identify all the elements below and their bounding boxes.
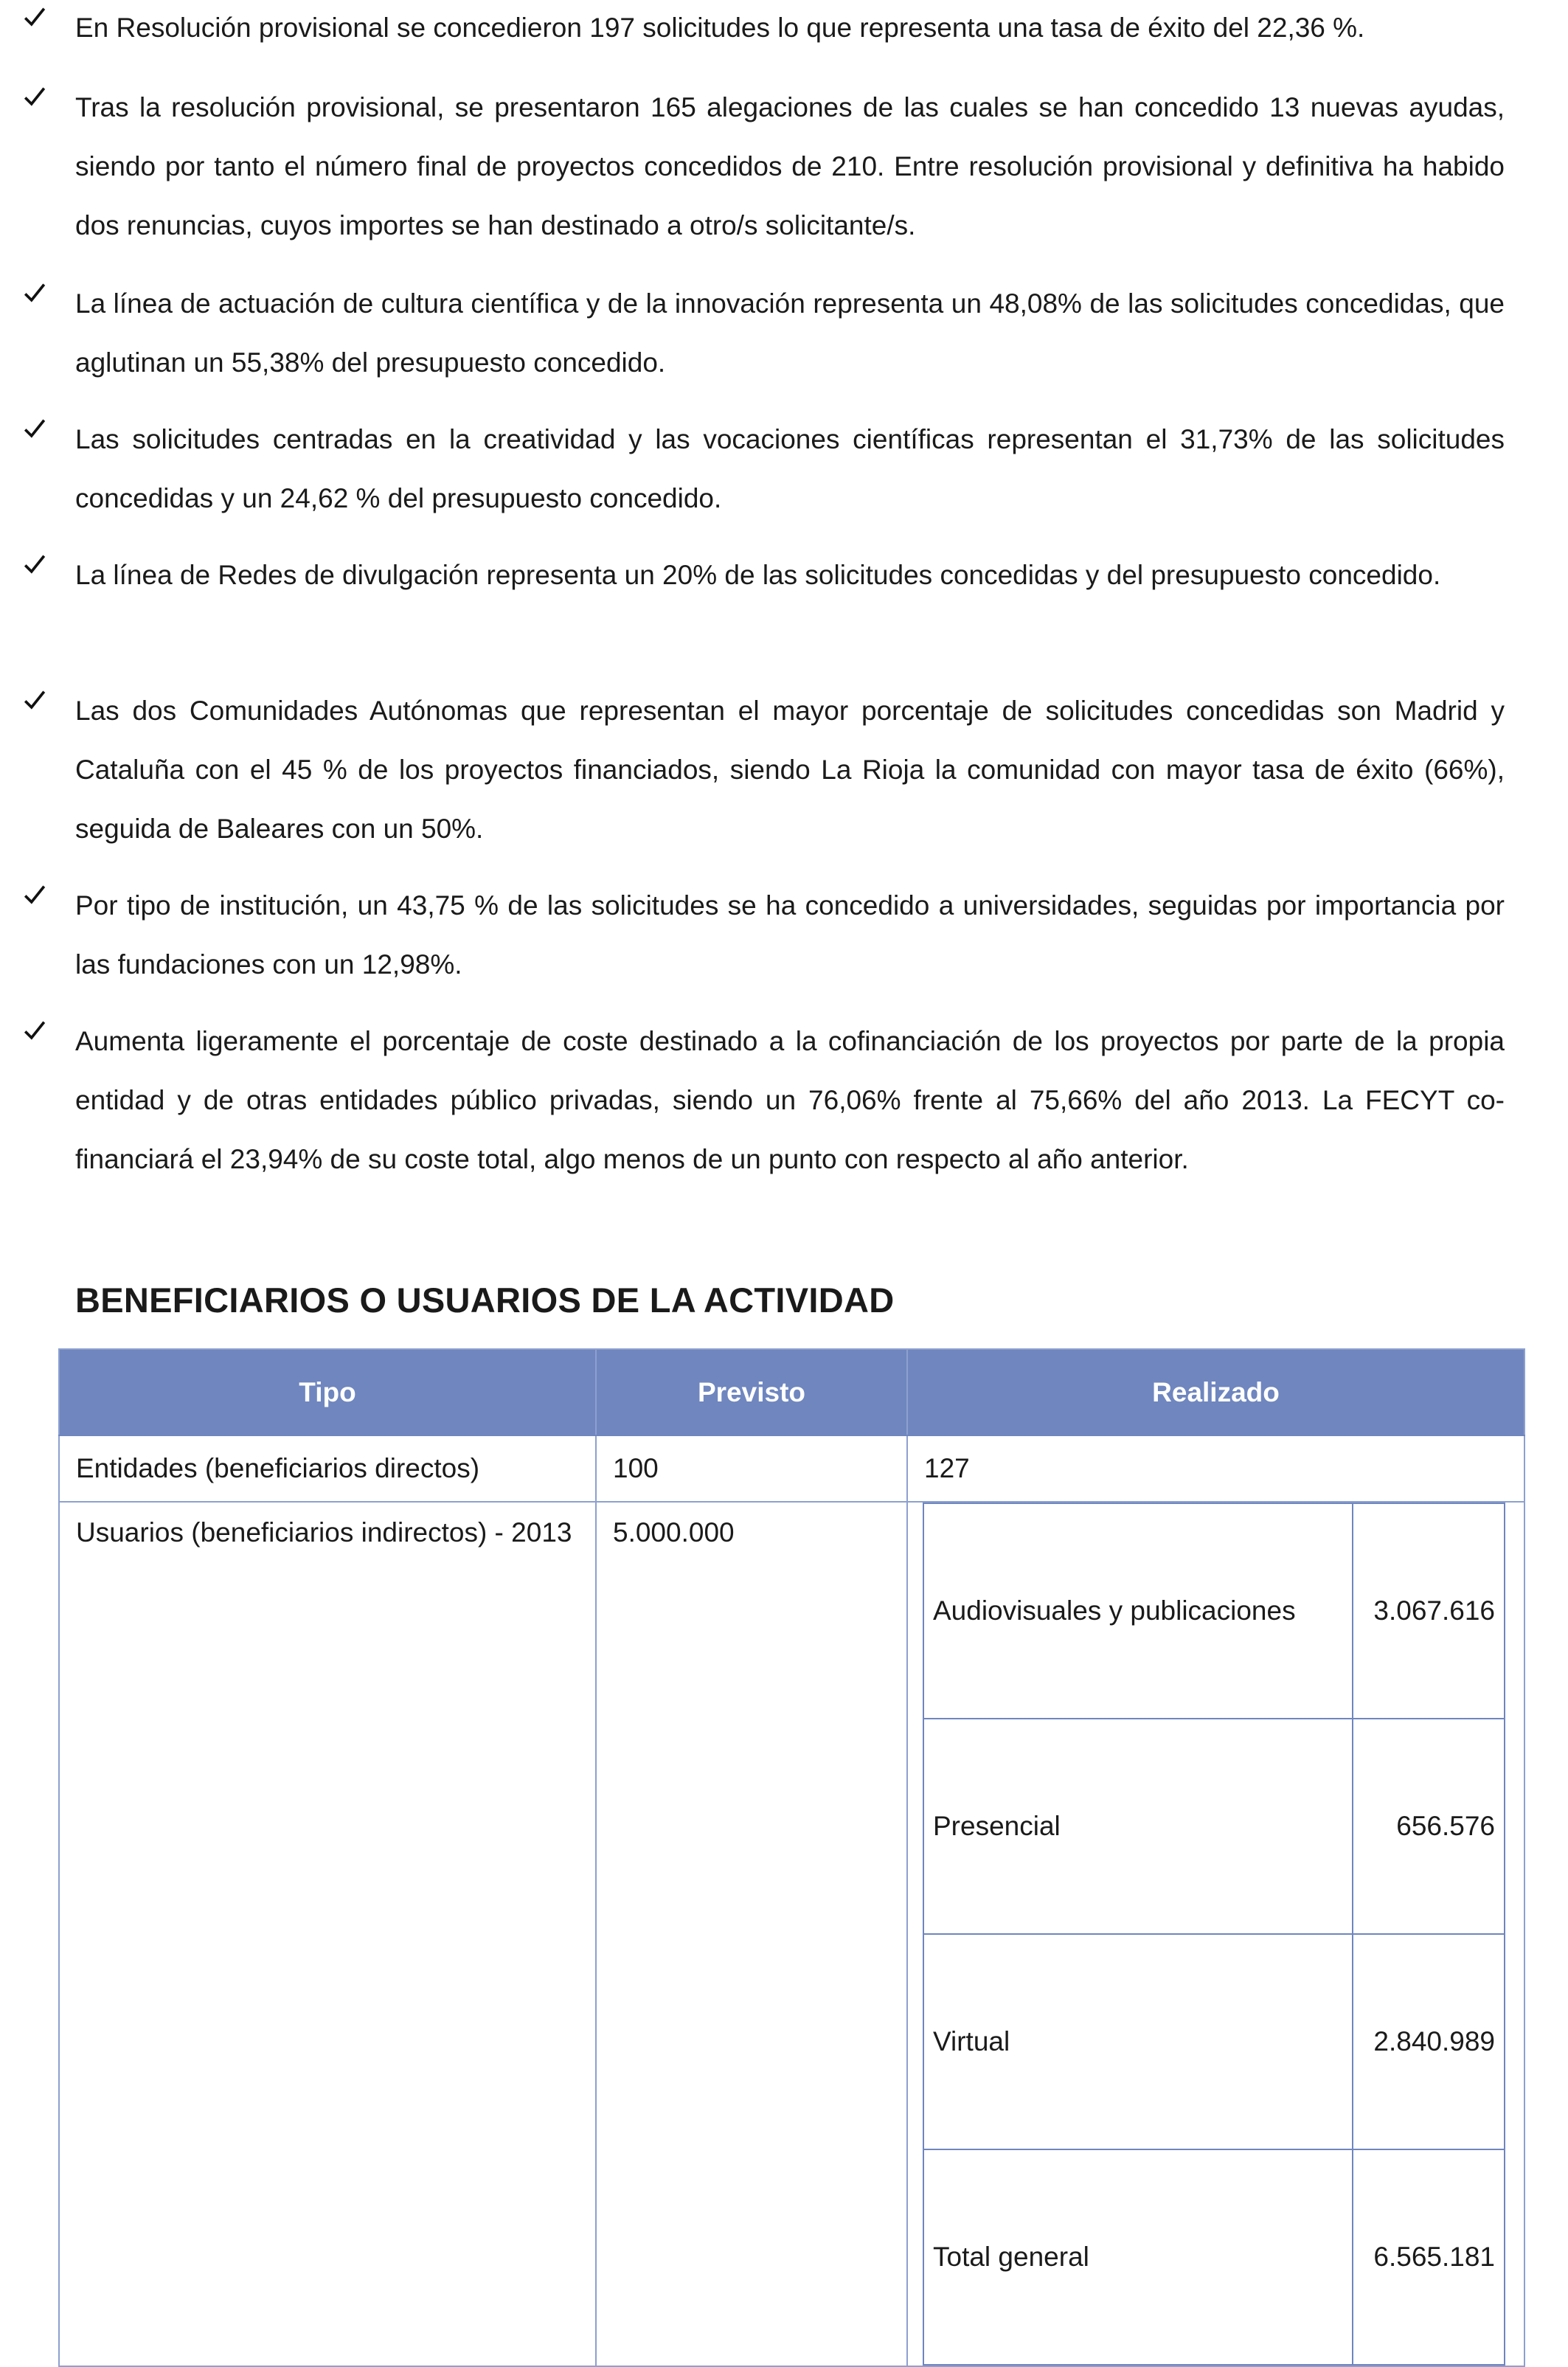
breakdown-value: 2.840.989 (1353, 1934, 1505, 2149)
cell-tipo (59, 1502, 596, 2366)
bullet-text: La línea de actuación de cultura científica y de la innovación representa un 48,08% de las solicitudes concedidas, que aglutinan un 55,38% del presupuesto concedido. (75, 288, 1505, 378)
checkmark-icon (22, 4, 52, 34)
bullet-text: Por tipo de institución, un 43,75 % de las solicitudes se ha concedido a universidades, seguidas por importancia por las fundaciones con un 12,98%. (75, 890, 1505, 980)
checkmark-icon (22, 416, 52, 446)
cell-previsto-text: 5.000.000 (613, 1517, 735, 1548)
cell-previsto (596, 1502, 907, 2366)
table-row (59, 1502, 1524, 2366)
breakdown-label: Virtual (923, 1934, 1353, 2149)
breakdown-value: 3.067.616 (1353, 1503, 1505, 1719)
header-realizado: Realizado (907, 1349, 1524, 1435)
breakdown-label: Audiovisuales y publicaciones (923, 1503, 1353, 1719)
beneficiaries-table (58, 1348, 1525, 2367)
breakdown-row (923, 1503, 1505, 1719)
bullet-text: Las solicitudes centradas en la creatividad y las vocaciones científicas representan el 31,73% de las solicitudes concedidas y un 24,62 % del presupuesto concedido. (75, 424, 1505, 513)
cell-realizado: 127 (907, 1435, 1524, 1502)
cell-tipo: Entidades (beneficiarios directos) (59, 1435, 596, 1502)
breakdown-label: Total general (923, 2149, 1353, 2365)
table-row (59, 1435, 1524, 1502)
checkmark-icon (22, 1018, 52, 1047)
breakdown-total-row (923, 2149, 1505, 2365)
breakdown-label: Presencial (923, 1719, 1353, 1934)
bullet-text: Las dos Comunidades Autónomas que representan el mayor porcentaje de solicitudes concedidas son Madrid y Cataluña con el 45 % de los proyectos financiados, siendo La Rioja la comunidad con mayor tasa de éxito (66%), seguida de Baleares con un 50%. (75, 696, 1505, 844)
breakdown-value: 656.576 (1353, 1719, 1505, 1934)
checkmark-icon (22, 687, 52, 717)
checkmark-icon (22, 552, 52, 581)
breakdown-value: 6.565.181 (1353, 2149, 1505, 2365)
checkmark-icon (22, 280, 52, 310)
bullet-text: La línea de Redes de divulgación representa un 20% de las solicitudes concedidas y del presupuesto concedido. (75, 560, 1441, 590)
cell-realizado (907, 1502, 1524, 2366)
section-title: BENEFICIARIOS O USUARIOS DE LA ACTIVIDAD (75, 1280, 895, 1320)
checkmark-icon (22, 882, 52, 912)
header-previsto: Previsto (596, 1349, 907, 1435)
checkmark-icon (22, 84, 52, 114)
bullet-text: Tras la resolución provisional, se presentaron 165 alegaciones de las cuales se han concedido 13 nuevas ayudas, siendo por tanto el número final de proyectos concedidos de 210. Entre resolución provisional y definitiva ha habido dos renuncias, cuyos importes se han destinado a otro/s solicitante/s. (75, 92, 1505, 240)
breakdown-row (923, 1934, 1505, 2149)
bullet-text: En Resolución provisional se concedieron 197 solicitudes lo que representa una tasa de éxito del 22,36 %. (75, 13, 1365, 43)
table-header-row (59, 1349, 1524, 1435)
header-tipo: Tipo (59, 1349, 596, 1435)
breakdown-row (923, 1719, 1505, 1934)
bullet-text: Aumenta ligeramente el porcentaje de coste destinado a la cofinanciación de los proyectos por parte de la propia entidad y de otras entidades público privadas, siendo un 76,06% frente al 75,66% del año 2013. La FECYT co-financiará el 23,94% de su coste total, algo menos de un punto con respecto al año anterior. (75, 1026, 1505, 1174)
cell-previsto: 100 (596, 1435, 907, 1502)
cell-tipo-text: Usuarios (beneficiarios indirectos) - 2013 (76, 1517, 572, 1548)
realizado-breakdown-table (923, 1503, 1505, 2366)
